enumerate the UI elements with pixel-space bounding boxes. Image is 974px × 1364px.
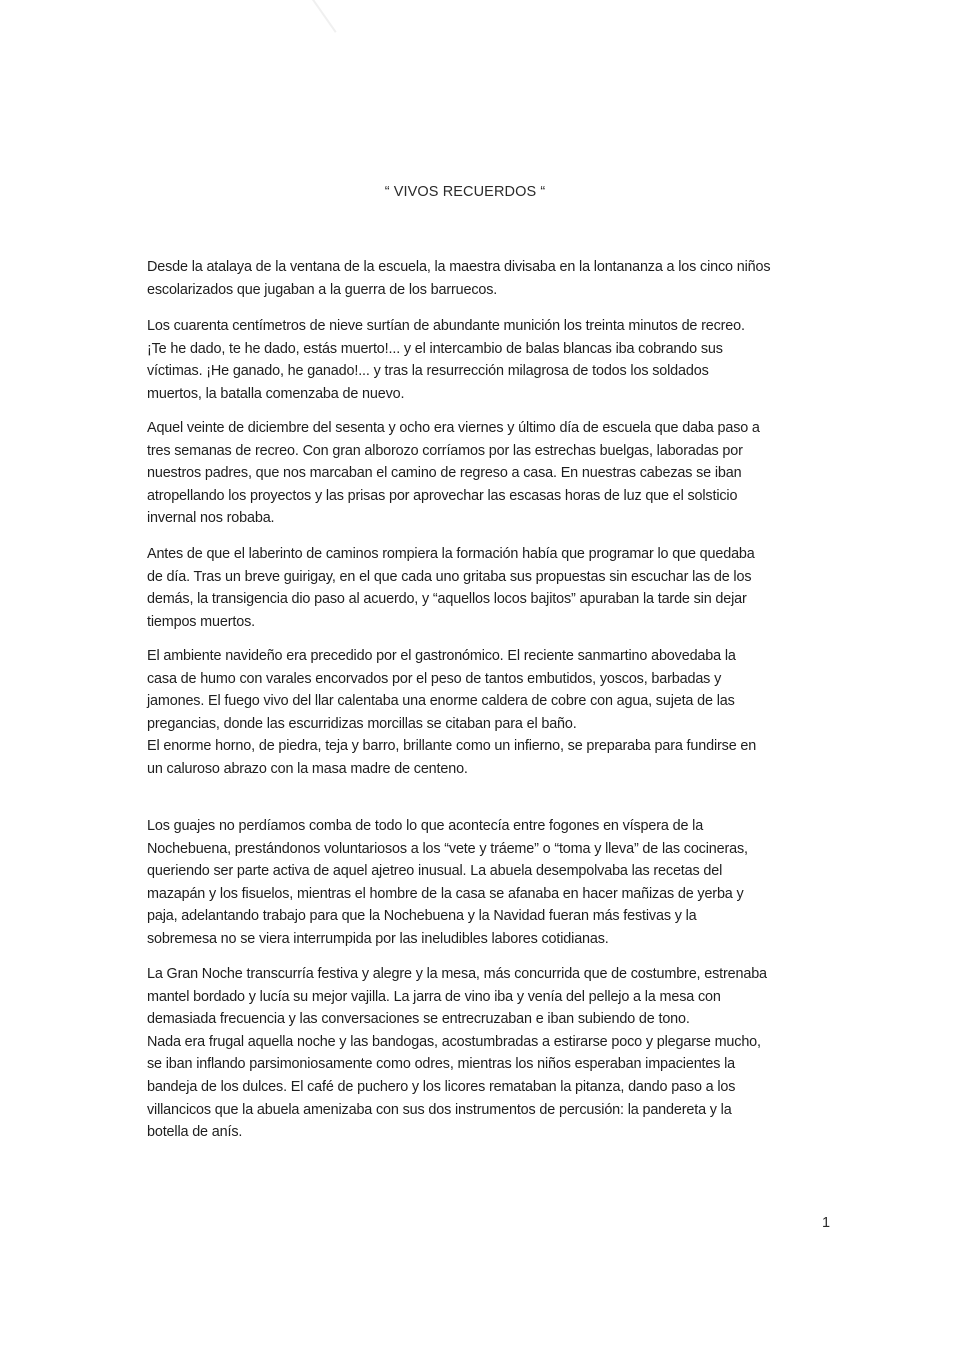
paragraph-5: El ambiente navideño era precedido por el gastronómico. El reciente sanmartino abovedaba la casa de humo con varales encorvados por el peso de tantos embutidos, yoscos, barbadas y jamones. El fuego vivo del llar calentaba una enorme caldera de cobre con agua, sujeta de las pregancias, donde las escurridizas morcillas se citaban para el baño. El enorme horno, de piedra, teja y barro, brillante como un infierno, se preparaba para fundirse en un caluroso abrazo con la masa madre de centeno. (147, 648, 757, 777)
page-number: 1 (822, 1215, 831, 1231)
paragraph-3: Aquel veinte de diciembre del sesenta y ocho era viernes y último día de escuela que daba paso a tres semanas de recreo. Con gran alborozo corríamos por las estrechas buelgas, laboradas por nuestros padres, que nos marcaban el camino de regreso a casa. En nuestras cabezas se iban atropellando los proyectos y las prisas por aprovechar las escasas horas de luz que el solsticio invernal nos robaba. (147, 420, 760, 527)
paragraph-1: Desde la atalaya de la ventana de la escuela, la maestra divisaba en la lontananza a los cinco niños escolarizados que jugaban a la guerra de los barruecos. (147, 259, 771, 298)
paragraph-4: Antes de que el laberinto de caminos rompiera la formación había que programar lo que quedaba de día. Tras un breve guirigay, en el que cada uno gritaba sus propuestas sin escuchar las de los demás, la transigencia dio paso al acuerdo, y “aquellos locos bajitos” apuraban la tarde sin dejar tiempos muertos. (147, 546, 755, 630)
paragraph-7: La Gran Noche transcurría festiva y alegre y la mesa, más concurrida que de costumbre, estrenaba mantel bordado y lucía su mejor vajilla. La jarra de vino iba y venía del pellejo a la mesa con demasiada frecuencia y las conversaciones se entrecruzaban e iban subiendo de tono. Nada era frugal aquella noche y las bandogas, acostumbradas a estirarse poco y plegarse mucho, se iban inflando parsimoniosamente como odres, mientras los niños esperaban impacientes la bandeja de los dulces. El café de puchero y los licores remataban la pitanza, dando paso a los villancicos que la abuela amenizaba con sus dos instrumentos de percusión: la pandereta y la botella de anís. (147, 966, 767, 1141)
paragraph-6: Los guajes no perdíamos comba de todo lo que acontecía entre fogones en víspera de la Nochebuena, prestándonos voluntariosos a los “vete y tráeme” o “toma y lleva” de las cocineras, queriendo ser parte activa de aquel ajetreo inusual. La abuela desempolvaba las recetas del mazapán y los fisuelos, mientras el hombre de la casa se afanaba en hacer mañizas de yerba y paja, adelantando trabajo para que la Nochebuena y la Navidad fueran más festivas y la sobremesa no se viera interrumpida por las ineludibles labores cotidianas. (147, 818, 748, 947)
document-title: “ VIVOS RECUERDOS “ (384, 184, 546, 200)
scan-artifact (312, 0, 337, 33)
paragraph-2: Los cuarenta centímetros de nieve surtían de abundante munición los treinta minutos de recreo. ¡Te he dado, te he dado, estás muerto!... y el intercambio de balas blancas iba cobrando sus víctimas. ¡He ganado, he ganado!... y tras la resurrección milagrosa de todos los soldados muertos, la batalla comenzaba de nuevo. (147, 318, 745, 402)
